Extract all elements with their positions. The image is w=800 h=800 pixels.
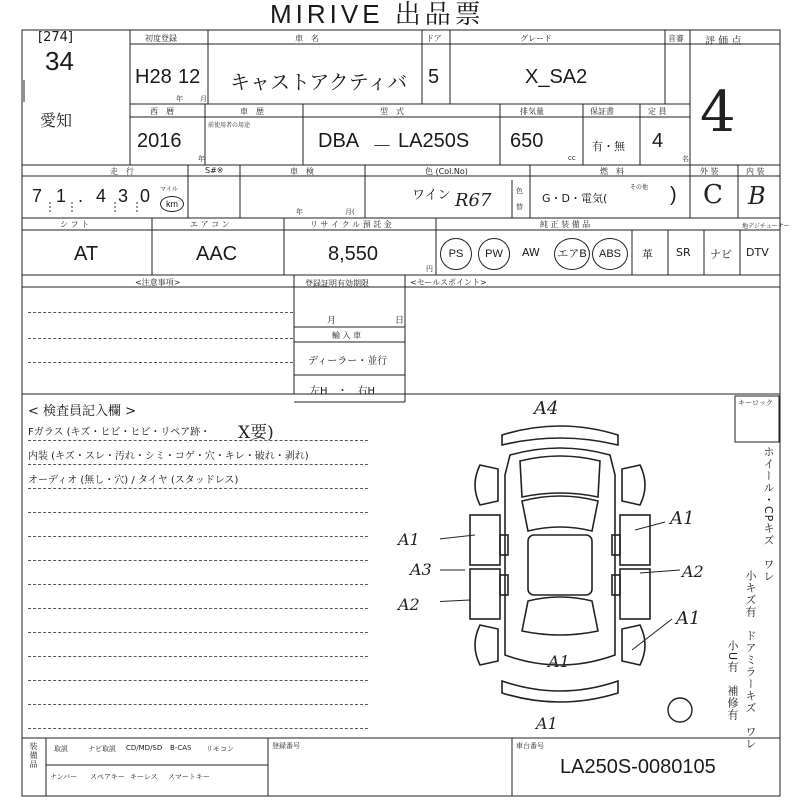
year-label: 年 [176,95,183,103]
note-line [28,362,293,363]
equip-leather: 革 [642,248,653,261]
cc-label: cc [568,154,576,162]
fuel-header: 燃 料 [600,167,624,176]
inspector-line [28,584,368,585]
recycle-unit: 円 [426,265,433,273]
mileage-digit: 4 [96,186,107,206]
western-year: 2016 [137,130,182,152]
shaken-month: 月( [345,208,355,216]
region: 愛知 [40,111,73,130]
mileage-digit: 3 [118,186,129,206]
equip-dtv: DTV [746,246,769,259]
import-header: 輸 入 車 [332,331,362,340]
equip-ps: PS [440,238,472,270]
damage-mark-a2-left: A2 [398,595,420,614]
inspector-line [28,560,368,561]
sharp-header: S#※ [205,166,224,175]
chassis-header: 車 歴 [240,107,264,116]
interior-header: 内 装 [746,167,765,176]
car-damage-diagram [440,405,700,735]
mileage-digit: . [78,186,84,206]
equip-sr: SR [676,246,691,259]
shaken-year: 年 [296,208,303,216]
mileage-separators [40,202,160,214]
note-line [28,338,293,339]
aircon: AAC [196,243,238,265]
month-label: 月 [200,95,207,103]
item-spare-key: スペアキー [90,773,125,781]
damage-mark-a3: A3 [410,560,432,579]
note-line [28,312,293,313]
fuel-other: その他 [630,184,649,191]
item-manual: 取説 [54,745,68,753]
inspector-header: < 検査員記入欄 > [28,404,137,419]
model-header: 型 式 [380,107,404,116]
item-cd-md-sd: CD/MD/SD [126,744,163,752]
reg-day-label: 日 [395,316,405,326]
equip-airbag: エアB [554,238,590,270]
equip-pw: PW [478,238,510,270]
color-side-1: 色 [516,187,523,195]
inspector-line [28,464,368,465]
color-code: R67 [455,190,492,211]
grade: X_SA2 [525,66,588,88]
exterior-grade: C [703,180,723,210]
chassis-sub: 前使用者の用途 [208,122,251,129]
right-note-mirror: 小キズ有 ドアミラーキズ ワレ [744,570,757,750]
equip-abs: ABS [592,238,628,270]
inspector-line-audio: オーディオ (無し・穴) / タイヤ (スタッドレス) [28,475,239,486]
model: LA250S [398,130,470,152]
inspector-line [28,488,368,489]
inspector-line [28,608,368,609]
import-type: ディーラー・並行 [308,356,388,367]
year-header: 西 暦 [150,107,174,116]
fuel-close: ) [670,184,677,206]
steering: 左H ・ 右H [310,386,376,397]
damage-mark-a2-right: A2 [682,562,704,581]
model-dash: － [372,136,392,158]
right-note-wheel: ホイール・CPキズ ワレ [762,446,775,583]
displacement: 650 [510,130,544,152]
inspector-line [28,680,368,681]
model-prefix: DBA [318,130,360,152]
fuel-options: G・D・電気( [542,192,608,205]
mileage-unit-km: km [160,196,184,212]
items-label: 装備品 [29,742,38,769]
equip-aw: AW [522,246,540,259]
color-side-2: 替 [516,203,523,211]
door-header: ドア [426,34,442,43]
capacity-unit: 名 [682,155,689,163]
damage-mark-a4: A4 [534,398,559,419]
era-year: H28 [135,66,172,88]
reg-number-header: 登録番号 [272,742,300,750]
mileage-unit-mile: マイル [160,186,178,193]
shaken-header: 車 検 [290,167,314,176]
reg-month-label: 月 [327,316,337,326]
damage-mark-a1-left: A1 [398,530,420,549]
mileage-digit: 1 [56,186,67,206]
first-reg-header: 初度登録 [145,34,177,43]
interior-grade: B [748,182,766,210]
reg-month: 12 [178,66,201,88]
recycle-header: リ サ イ ク ル 預 託 金 [310,220,392,229]
item-navi-manual: ナビ取説 [88,745,116,753]
inspector-line [28,440,368,441]
color-name: ワイン [412,188,451,203]
inspector-line [28,656,368,657]
damage-mark-a1-rear: A1 [548,652,570,671]
doors: 5 [428,66,440,88]
mileage-header: 走 行 [110,167,134,176]
shift: AT [74,243,99,265]
inspector-line [28,512,368,513]
exterior-header: 外 装 [700,167,719,176]
item-smart-key: スマートキー [168,773,210,781]
mileage-digit: 7 [32,186,43,206]
mileage-digit: 0 [140,186,151,206]
western-year-label: 年 [198,155,205,163]
damage-mark-a1-right: A1 [670,508,695,529]
page-title: MIRIVE 出品票 [270,0,485,29]
reg-expiry-header: 登録証明有効期限 [305,279,369,288]
aircon-header: エ ア コ ン [190,220,230,229]
capacity-header: 定 員 [648,107,667,116]
recycle: 8,550 [328,243,379,265]
lot-bracket: [274] [38,30,73,45]
item-keyless: キーレス [130,773,158,781]
shift-header: シ フ ト [60,220,90,229]
score: 4 [700,80,736,145]
damage-mark-a1-rear-right: A1 [676,608,701,629]
grade-header: グレード [520,34,552,43]
displacement-header: 排気量 [520,107,544,116]
sales-point-header: <セールスポイント> [410,278,487,287]
glass-note: X要) [238,423,274,443]
inspector-line-interior: 内装 (キズ・スレ・汚れ・シミ・コゲ・穴・キレ・破れ・剥れ) [28,451,309,462]
key-lock-label: キーロック [738,399,773,407]
inspection-header: 音審 [668,34,684,43]
inspector-line [28,728,368,729]
car-name: キャストアクティバ [230,72,408,94]
score-header: 評 価 点 [705,36,742,47]
frame-number: LA250S-0080105 [560,756,716,778]
item-remote: リモコン [206,745,234,753]
inspector-line [28,632,368,633]
item-number: ナンバー [50,773,78,781]
lot-number: 34 [45,46,74,76]
warranty: 有・無 [592,140,625,153]
warranty-header: 保証書 [590,107,614,116]
capacity: 4 [652,130,664,152]
inspector-line-glass: Fガラス (キズ・ヒビ・ヒビ・リペア跡・ [28,427,211,438]
color-header: 色 (Col.No) [425,167,468,176]
inspector-line [28,536,368,537]
notes-header: <注意事項> [135,278,181,287]
right-note-repair: 小U有 補修有 [726,640,739,722]
item-bcas: B-CAS [170,744,192,752]
tuner-header: 地デジチューナー [742,223,790,230]
equip-navi: ナビ [710,248,732,261]
damage-mark-a1-bottom: A1 [536,714,558,733]
car-name-header: 車 名 [295,34,319,43]
inspector-line [28,704,368,705]
frame-number-header: 車台番号 [516,742,544,750]
equipment-header: 純 正 装 備 品 [540,220,591,229]
